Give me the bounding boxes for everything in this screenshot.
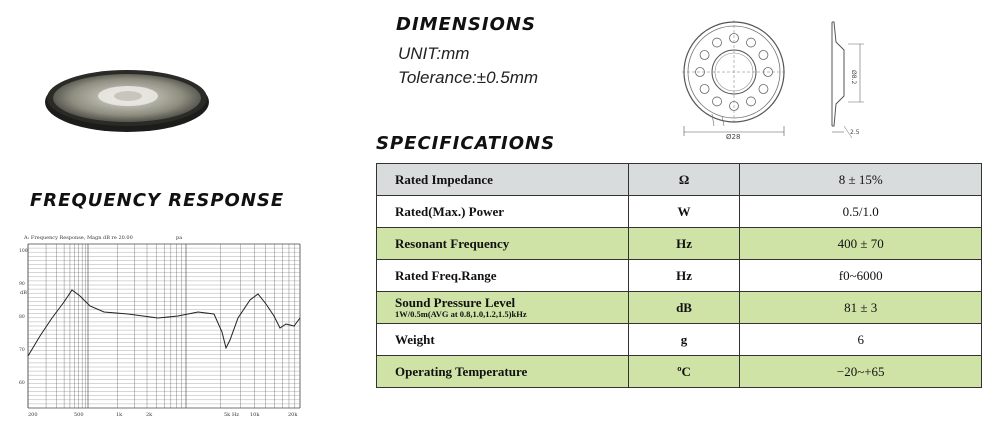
spec-name-cell [377, 164, 629, 196]
graph-x-tick: 5k [224, 412, 231, 418]
spec-name-cell [377, 260, 629, 292]
front-dimension-drawing [672, 14, 802, 144]
spec-value: 81 ± 3 [740, 292, 982, 324]
graph-x-tick: 1k [116, 412, 123, 418]
graph-x-tick: 500 [74, 412, 84, 418]
front-diameter-label: Ø28 [726, 133, 741, 141]
spec-name: Rated Impedance [395, 172, 493, 187]
spec-row [377, 228, 982, 260]
spec-unit: ºC [628, 356, 740, 388]
spec-unit: g [628, 324, 740, 356]
spec-value: 400 ± 70 [740, 228, 982, 260]
spec-name-cell [377, 356, 629, 388]
spec-row [377, 196, 982, 228]
graph-x-tick: 20k [288, 412, 298, 418]
specifications-title: SPECIFICATIONS [376, 133, 556, 154]
spec-value: 6 [740, 324, 982, 356]
graph-title-right: pa [176, 235, 183, 241]
spec-unit: Hz [628, 228, 740, 260]
graph-y-tick: 60 [19, 381, 25, 386]
graph-y-tick: 90 [19, 282, 25, 287]
graph-x-tick: 2k [146, 412, 153, 418]
graph-y-tick: 80 [19, 315, 25, 320]
graph-y-tick: 70 [19, 348, 25, 353]
spec-row [377, 324, 982, 356]
spec-unit: Ω [628, 164, 740, 196]
spec-unit: W [628, 196, 740, 228]
spec-value: 0.5/1.0 [740, 196, 982, 228]
dimensions-tolerance: Tolerance:±0.5mm [398, 68, 539, 87]
graph-x-tick: 200 [28, 412, 38, 418]
spec-name: Rated(Max.) Power [395, 204, 505, 219]
graph-y-tick: 100 [19, 249, 28, 254]
spec-row [377, 260, 982, 292]
height-label: Ø8.2 [850, 70, 857, 85]
spec-name: Rated Freq.Range [395, 268, 497, 283]
speaker-photo [42, 58, 212, 138]
spec-name-cell [377, 228, 629, 260]
graph-x-unit: Hz [232, 412, 239, 418]
spec-name: Weight [395, 332, 435, 347]
dimensions-unit: UNIT:mm [398, 44, 470, 63]
spec-name-cell [377, 292, 629, 324]
graph-title: A: Frequency Response, Magn dB re 20.00 [24, 235, 133, 241]
spec-name: Operating Temperature [395, 364, 528, 379]
graph-x-tick: 10k [250, 412, 260, 418]
graph-grid [28, 244, 300, 408]
spec-row [377, 292, 982, 324]
spec-note: 1W/0.5m(AVG at 0.8,1.0,1.2,1.5)kHz [395, 309, 527, 319]
spec-value: f0~6000 [740, 260, 982, 292]
spec-name: Sound Pressure Level [395, 295, 516, 310]
spec-name-cell [377, 324, 629, 356]
spec-row [377, 164, 982, 196]
spec-value: −20~+65 [740, 356, 982, 388]
side-depth-label: 2.5 [850, 129, 860, 136]
specifications-table [376, 163, 982, 388]
response-curve [28, 290, 300, 356]
dimensions-title: DIMENSIONS [396, 14, 536, 35]
frequency-response-graph [18, 232, 308, 420]
spec-unit: Hz [628, 260, 740, 292]
spec-row [377, 356, 982, 388]
spec-name-cell [377, 196, 629, 228]
spec-name: Resonant Frequency [395, 236, 510, 251]
spec-unit: dB [628, 292, 740, 324]
spec-value: 8 ± 15% [740, 164, 982, 196]
graph-y-unit: dB [20, 290, 27, 296]
side-dimension-drawing [822, 14, 882, 144]
frequency-response-title: FREQUENCY RESPONSE [30, 190, 285, 211]
